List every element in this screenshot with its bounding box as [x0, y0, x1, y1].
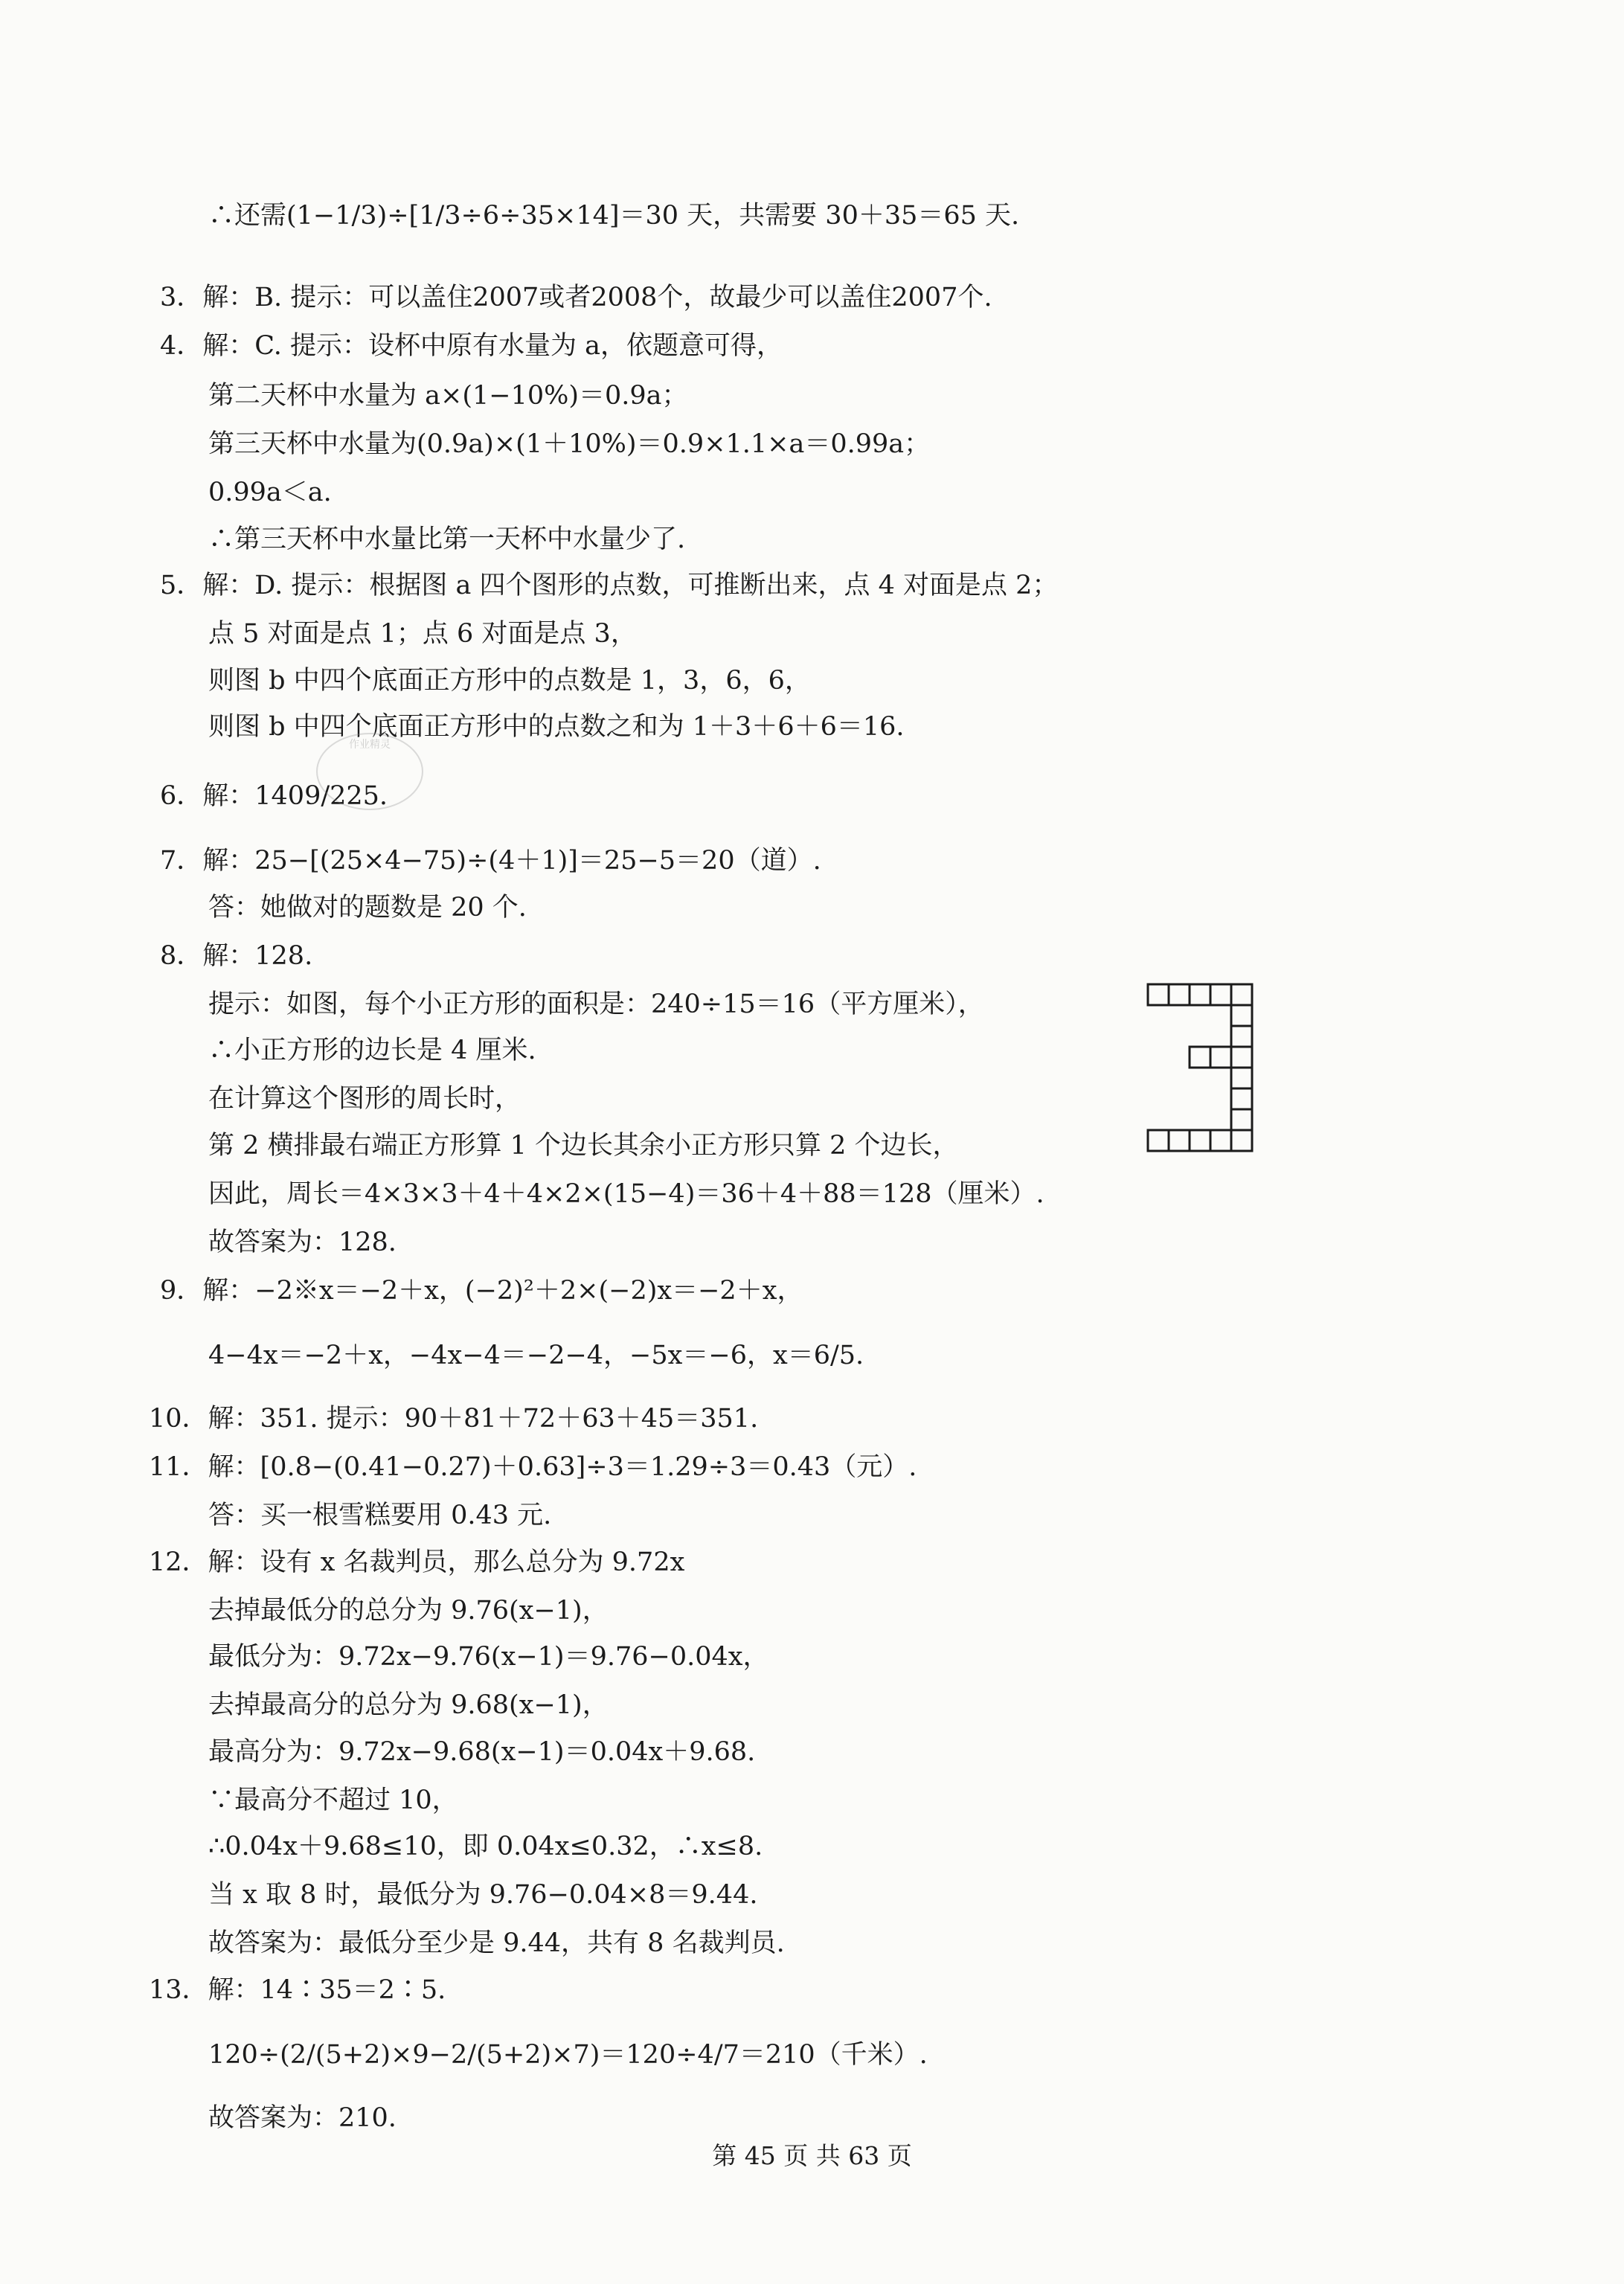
text-line: 12．解：设有 x 名裁判员，那么总分为 9.72x	[149, 1547, 685, 1577]
text-line: 3．解：B. 提示：可以盖住2007或者2008个，故最少可以盖住2007个.	[160, 283, 992, 312]
text-line: 9．解：−2※x＝−2＋x，(−2)²＋2×(−2)x＝−2＋x，	[160, 1276, 803, 1306]
text-line: 则图 b 中四个底面正方形中的点数是 1，3，6，6，	[208, 666, 811, 696]
text-line: ∴还需(1−1/3)÷[1/3÷6÷35×14]＝30 天，共需要 30＋35＝65 天.	[208, 201, 1020, 231]
text-line: 4−4x＝−2＋x，−4x−4＝−2−4，−5x＝−6，x＝6/5.	[208, 1341, 864, 1370]
text-line: 最低分为：9.72x−9.76(x−1)＝9.76−0.04x，	[208, 1642, 769, 1672]
text-line: 最高分为：9.72x−9.68(x−1)＝0.04x＋9.68.	[208, 1737, 756, 1767]
text-line: 120÷(2/(5+2)×9−2/(5+2)×7)＝120÷4/7＝210（千米）.	[208, 2040, 928, 2070]
text-line: 答：她做对的题数是 20 个.	[208, 893, 527, 923]
text-line: 故答案为：210.	[208, 2103, 397, 2133]
text-line: 在计算这个图形的周长时，	[208, 1084, 521, 1114]
square-grid-figure	[1146, 982, 1257, 1153]
text-line: 8．解：128.	[160, 941, 313, 971]
text-line: 当 x 取 8 时，最低分为 9.76−0.04×8＝9.44.	[208, 1880, 758, 1910]
text-line: 13．解：14∶35＝2∶5.	[149, 1975, 446, 2005]
text-line: ∴第三天杯中水量比第一天杯中水量少了.	[208, 525, 686, 554]
page-footer: 第 45 页 共 63 页	[712, 2141, 912, 2170]
text-line: 5．解：D. 提示：根据图 a 四个图形的点数，可推断出来，点 4 对面是点 2；	[160, 571, 1059, 600]
text-line: ∵最高分不超过 10，	[208, 1786, 458, 1815]
text-line: 0.99a＜a.	[208, 478, 332, 507]
text-line: ∴小正方形的边长是 4 厘米.	[208, 1036, 536, 1065]
text-line: 因此，周长＝4×3×3＋4＋4×2×(15−4)＝36＋4＋88＝128（厘米）.	[208, 1179, 1044, 1209]
text-line: 10．解：351. 提示：90＋81＋72＋63＋45＝351.	[149, 1404, 759, 1434]
text-line: ∴0.04x＋9.68≤10，即 0.04x≤0.32，∴x≤8.	[208, 1832, 763, 1861]
text-line: 4．解：C. 提示：设杯中原有水量为 a，依题意可得，	[160, 331, 783, 361]
text-line: 6．解：1409/225.	[160, 781, 388, 811]
text-line: 11．解：[0.8−(0.41−0.27)＋0.63]÷3＝1.29÷3＝0.43（元）.	[149, 1452, 917, 1482]
text-line: 答：买一根雪糕要用 0.43 元.	[208, 1501, 552, 1530]
text-line: 故答案为：最低分至少是 9.44，共有 8 名裁判员.	[208, 1928, 785, 1958]
text-line: 去掉最高分的总分为 9.68(x−1)，	[208, 1690, 609, 1720]
text-line: 点 5 对面是点 1；点 6 对面是点 3，	[208, 619, 637, 649]
stamp-watermark: 作业精灵	[316, 733, 423, 810]
text-line: 7．解：25−[(25×4−75)÷(4＋1)]＝25−5＝20（道）.	[160, 846, 821, 876]
text-line: 第 2 横排最右端正方形算 1 个边长其余小正方形只算 2 个边长，	[208, 1131, 959, 1161]
text-line: 去掉最低分的总分为 9.76(x−1)，	[208, 1596, 609, 1626]
text-line: 则图 b 中四个底面正方形中的点数之和为 1＋3＋6＋6＝16.	[208, 712, 905, 742]
text-line: 故答案为：128.	[208, 1228, 397, 1257]
text-line: 第二天杯中水量为 a×(1−10%)＝0.9a；	[208, 381, 688, 411]
text-line: 提示：如图，每个小正方形的面积是：240÷15＝16（平方厘米），	[208, 989, 984, 1019]
text-line: 第三天杯中水量为(0.9a)×(1＋10%)＝0.9×1.1×a＝0.99a；	[208, 429, 931, 459]
